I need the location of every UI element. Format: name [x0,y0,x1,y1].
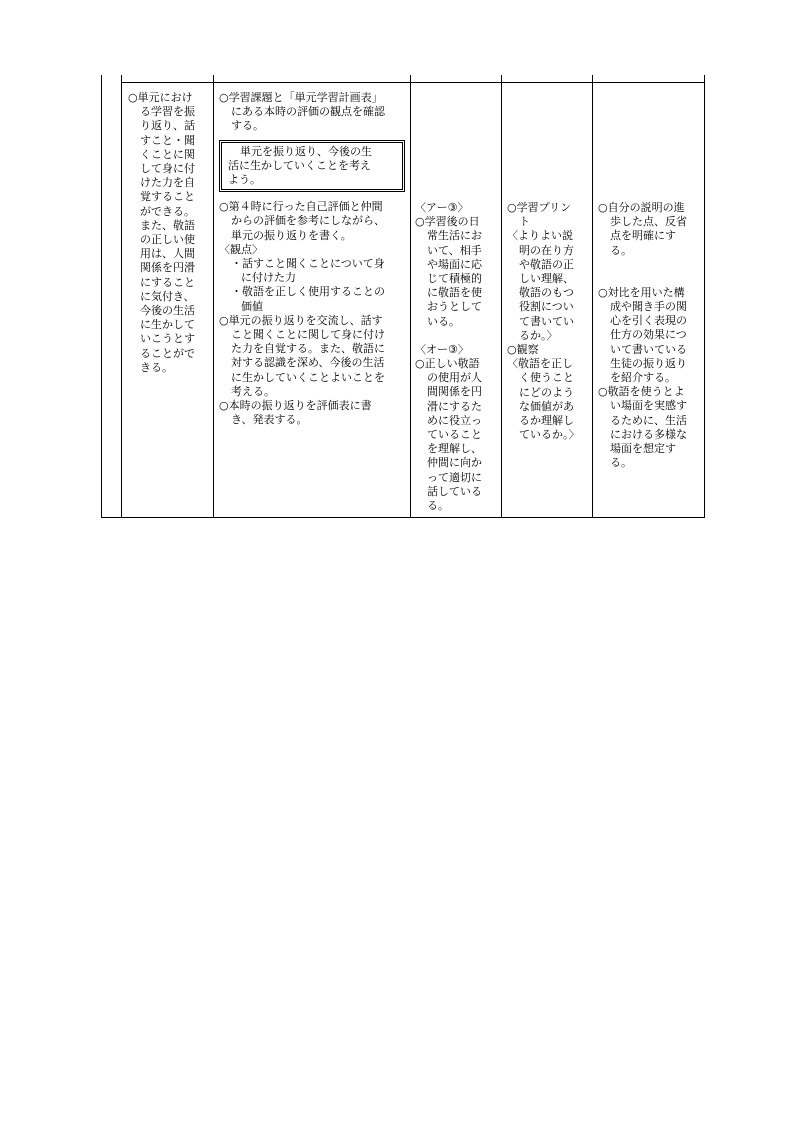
unit-goal-line: に生かして [140,318,195,332]
unit-goal-line: 用は、人間 [140,247,195,261]
unit-goal-line: けた力を自 [140,176,195,190]
unit-goal-cell [128,91,210,375]
method-line: るか。〉 [519,328,558,342]
unit-goal-line: また、敬語 [140,218,195,232]
activity-line: ○単元の振り返りを交流し、話す [219,313,383,327]
unit-goal-line: に気付き、 [140,289,195,303]
support-line: 歩した点、反省 [610,215,687,229]
criteria-line: ○学習後の日 [415,215,480,229]
unit-goal-line: り返り、話 [140,119,195,133]
task-box-line: 単元を振り返り、今後の生 [240,144,372,158]
support-line: 仕方の効果につ [610,328,687,342]
activity-line: にある本時の評価の観点を確認 [231,105,385,119]
method-line: ○学習プリン [507,201,572,214]
table-border-right [704,75,705,518]
lesson-plan-table [101,75,705,518]
criteria-line: じて積極的 [427,272,482,286]
row-divider [121,82,705,83]
method-line: や敬語の正 [519,257,574,271]
criteria-line: 間関係を円 [427,385,482,399]
method-line: く使うこと [519,371,574,385]
activity-line: き、発表する。 [231,413,308,427]
viewpoint-item: 価値 [241,299,263,313]
method-line: るか理解し [519,414,574,428]
unit-goal-line: いこうとす [140,332,195,346]
activity-line: 単元の振り返りを書く。 [231,228,352,242]
method-line: にどのよう [519,385,574,399]
unit-goal-line: 覚すること [140,190,195,204]
column-divider [592,75,593,518]
support-line: における多様な [610,427,687,441]
evaluation-method-cell [507,201,591,442]
criteria-line: 仲間に向か [427,456,482,470]
activity-line: ○第４時に行った自己評価と仲間 [219,200,383,214]
support-line: る。 [610,243,632,257]
support-line: いて書いている [610,342,687,356]
criteria-line: 滑にするた [427,399,482,413]
criteria-line: ○正しい敬語 [415,357,480,371]
activity-line: に生かしていくことよいことを [231,370,385,384]
viewpoint-label: 〈観点〉 [219,242,263,256]
learning-activity-cell [219,91,405,427]
support-line: 点を明確にす [610,229,676,243]
viewpoint-item: ・話すこと聞くことについて身 [231,257,385,271]
criteria-line: いる。 [427,314,460,328]
criteria-line: って適切に [427,470,482,484]
support-line: ○敬語を使うとよ [598,385,685,399]
task-box-line: 活に生かしていくことを考え [228,158,371,172]
activity-line: 考える。 [231,384,275,398]
method-line: ○観察 [507,343,539,357]
column-divider [501,75,502,518]
unit-goal-line: くことに関 [140,147,195,161]
viewpoint-item: ・敬語を正しく使用することの [231,285,385,299]
evaluation-criteria-cell [415,201,499,513]
viewpoint-item: に付けた力 [241,271,296,285]
activity-line: た力を自覚する。また、敬語に [231,342,385,356]
criteria-line: に敬語を使 [427,286,482,300]
activity-line: こと聞くことに関して身に付け [231,328,385,342]
teacher-support-cell [598,201,702,470]
criteria-label: 〈オー③〉 [415,342,469,356]
support-line: るために、生活 [610,413,687,427]
support-line: ○自分の説明の進 [598,201,685,214]
activity-line: からの評価を参考にしながら、 [231,214,385,228]
method-line: 〈敬語を正し [507,357,573,371]
criteria-line: を理解し、 [427,442,482,456]
criteria-line: おうとして [427,300,482,314]
criteria-line: 常生活にお [427,229,482,243]
activity-line: ○本時の振り返りを評価表に書 [219,399,372,413]
method-line: な価値があ [519,399,574,413]
unit-goal-line: ○単元におけ [128,91,193,104]
table-border-left [101,75,102,518]
column-divider [410,75,411,518]
task-box-line: よう。 [228,173,261,187]
criteria-line: ていること [427,428,482,442]
method-line: しい理解、 [519,272,574,286]
activity-line: ○学習課題と「単元学習計画表」 [219,91,383,104]
unit-goal-line: の正しい使 [140,233,195,247]
support-line: を紹介する。 [610,371,676,385]
method-line: 〈よりよい説 [507,229,573,243]
unit-goal-line: ができる。 [140,204,195,218]
unit-goal-line: にすること [140,275,195,289]
criteria-line: めに役立っ [427,413,482,427]
activity-line: する。 [231,119,264,133]
column-divider [213,75,214,518]
support-line: い場面を実感す [610,399,687,413]
method-line: ト [519,215,530,229]
support-line: る。 [610,456,632,470]
unit-goal-line: 関係を円滑 [140,261,195,275]
support-line: 場面を想定す [610,442,676,456]
support-line: 成や聞き手の関 [610,300,687,314]
criteria-line: の使用が人 [427,371,482,385]
unit-goal-line: すこと・聞 [140,133,195,147]
unit-goal-line: して身に付 [140,162,195,176]
unit-goal-line: きる。 [140,360,173,374]
criteria-line: いて、相手 [427,243,482,257]
support-line: 生徒の振り返り [610,356,687,370]
method-line: て書いてい [519,314,574,328]
criteria-line: 話している [427,484,482,498]
unit-goal-line: ることがで [140,346,195,360]
column-divider [121,75,122,518]
learning-task-box [219,140,405,193]
method-line: ているか。〉 [519,428,580,442]
criteria-line: や場面に応 [427,257,482,271]
method-line: 敬語のもつ [519,286,574,300]
method-line: 明の在り方 [519,243,574,257]
support-line: ○対比を用いた構 [598,285,685,299]
activity-line: 対する認識を深め、今後の生活 [231,356,385,370]
support-line: 心を引く表現の [610,314,687,328]
criteria-label: 〈アー③〉 [415,201,469,214]
method-line: 役割につい [519,300,574,314]
unit-goal-line: 今後の生活 [140,304,195,318]
table-border-bottom [101,517,705,518]
unit-goal-line: る学習を振 [140,105,195,119]
criteria-line: る。 [427,499,449,513]
